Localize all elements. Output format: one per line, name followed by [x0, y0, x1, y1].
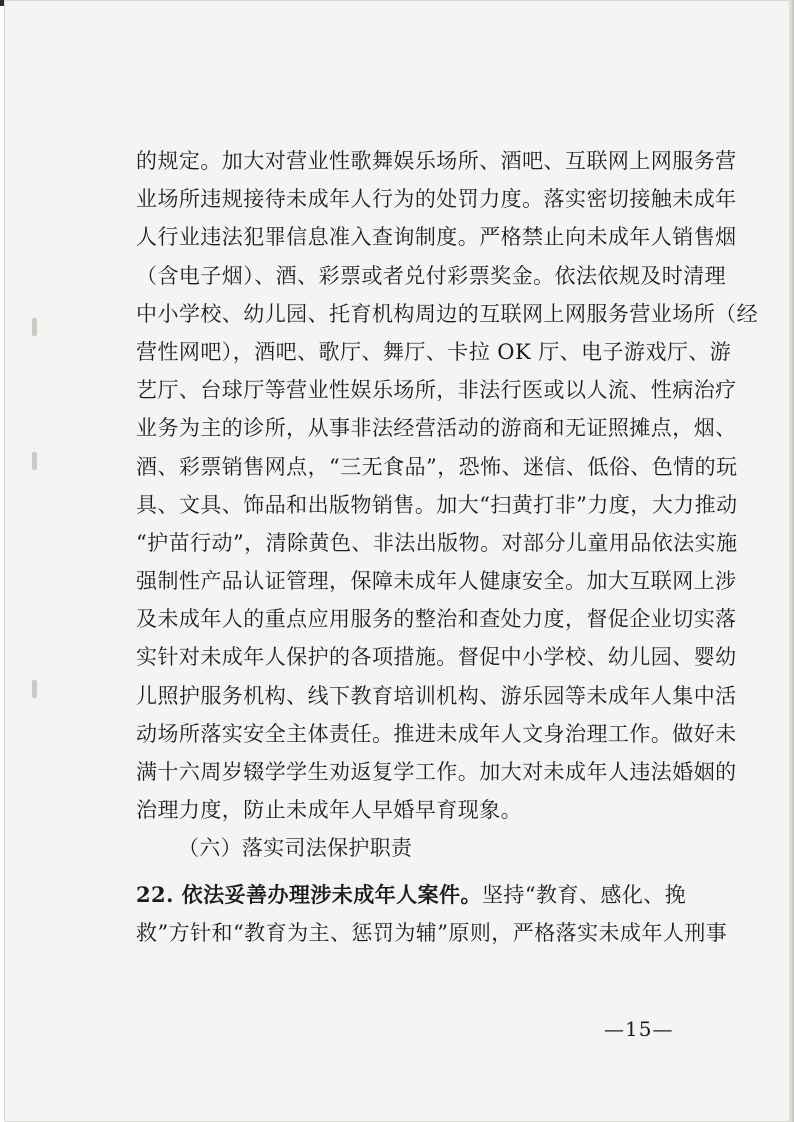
text-line: “护苗行动”，清除黄色、非法出版物。对部分儿童用品依法实施: [136, 530, 738, 555]
item-text: 坚持“教育、感化、挽: [481, 882, 687, 907]
text-line: 中小学校、幼儿园、托育机构周边的互联网上网服务营业场所（经: [136, 301, 759, 326]
text-line: 儿照护服务机构、线下教育培训机构、游乐园等未成年人集中活: [136, 683, 737, 708]
text-line: （含电子烟）、酒、彩票或者兑付彩票奖金。依法依规及时清理: [136, 263, 727, 288]
section-heading: （六）落实司法保护职责: [178, 836, 413, 861]
text-line: 及未成年人的重点应用服务的整治和查处力度，督促企业切实落: [136, 607, 737, 632]
page-number: —15—: [604, 1017, 674, 1041]
text-line: 实针对未成年人保护的各项措施。督促中小学校、幼儿园、婴幼: [136, 645, 737, 670]
binding-mark: [32, 318, 37, 336]
binding-mark: [32, 680, 37, 698]
text-line: 的规定。加大对营业性歌舞娱乐场所、酒吧、互联网上网服务营: [136, 149, 737, 173]
text-line: 满十六周岁辍学学生劝返复学工作。加大对未成年人违法婚姻的: [136, 760, 737, 784]
text-line: 营性网吧），酒吧、歌厅、舞厅、卡拉 OK 厅、电子游戏厅、游: [136, 339, 732, 364]
text-line: 业务为主的诊所，从事非法经营活动的游商和无证照摊点，烟、: [136, 416, 737, 441]
item-continuation: 救”方针和“教育为主、惩罚为辅”原则，严格落实未成年人刑事: [136, 920, 728, 945]
item-first-line: [136, 876, 706, 914]
text-line: 具、文具、饰品和出版物销售。加大“扫黄打非”力度，大力推动: [136, 492, 738, 517]
body-text: [136, 142, 759, 952]
text-line: 动场所落实安全主体责任。推进未成年人文身治理工作。做好未: [136, 721, 737, 746]
text-line: 业场所违规接待未成年人行为的处罚力度。落实密切接触未成年: [136, 187, 737, 212]
binding-mark: [32, 452, 37, 470]
text-line: 酒、彩票销售网点，“三无食品”，恐怖、迷信、低俗、色情的玩: [136, 454, 738, 479]
item-title: 22. 依法妥善办理涉未成年人案件。: [136, 881, 482, 907]
text-line: 治理力度，防止未成年人早婚早育现象。: [136, 798, 523, 823]
scan-right-edge: [790, 0, 794, 1122]
text-line: 强制性产品认证管理，保障未成年人健康安全。加大互联网上涉: [136, 569, 737, 594]
text-line: 艺厅、台球厅等营业性娱乐场所，非法行医或以人流、性病治疗: [136, 378, 737, 403]
text-line: 人行业违法犯罪信息准入查询制度。严格禁止向未成年人销售烟: [136, 225, 737, 250]
